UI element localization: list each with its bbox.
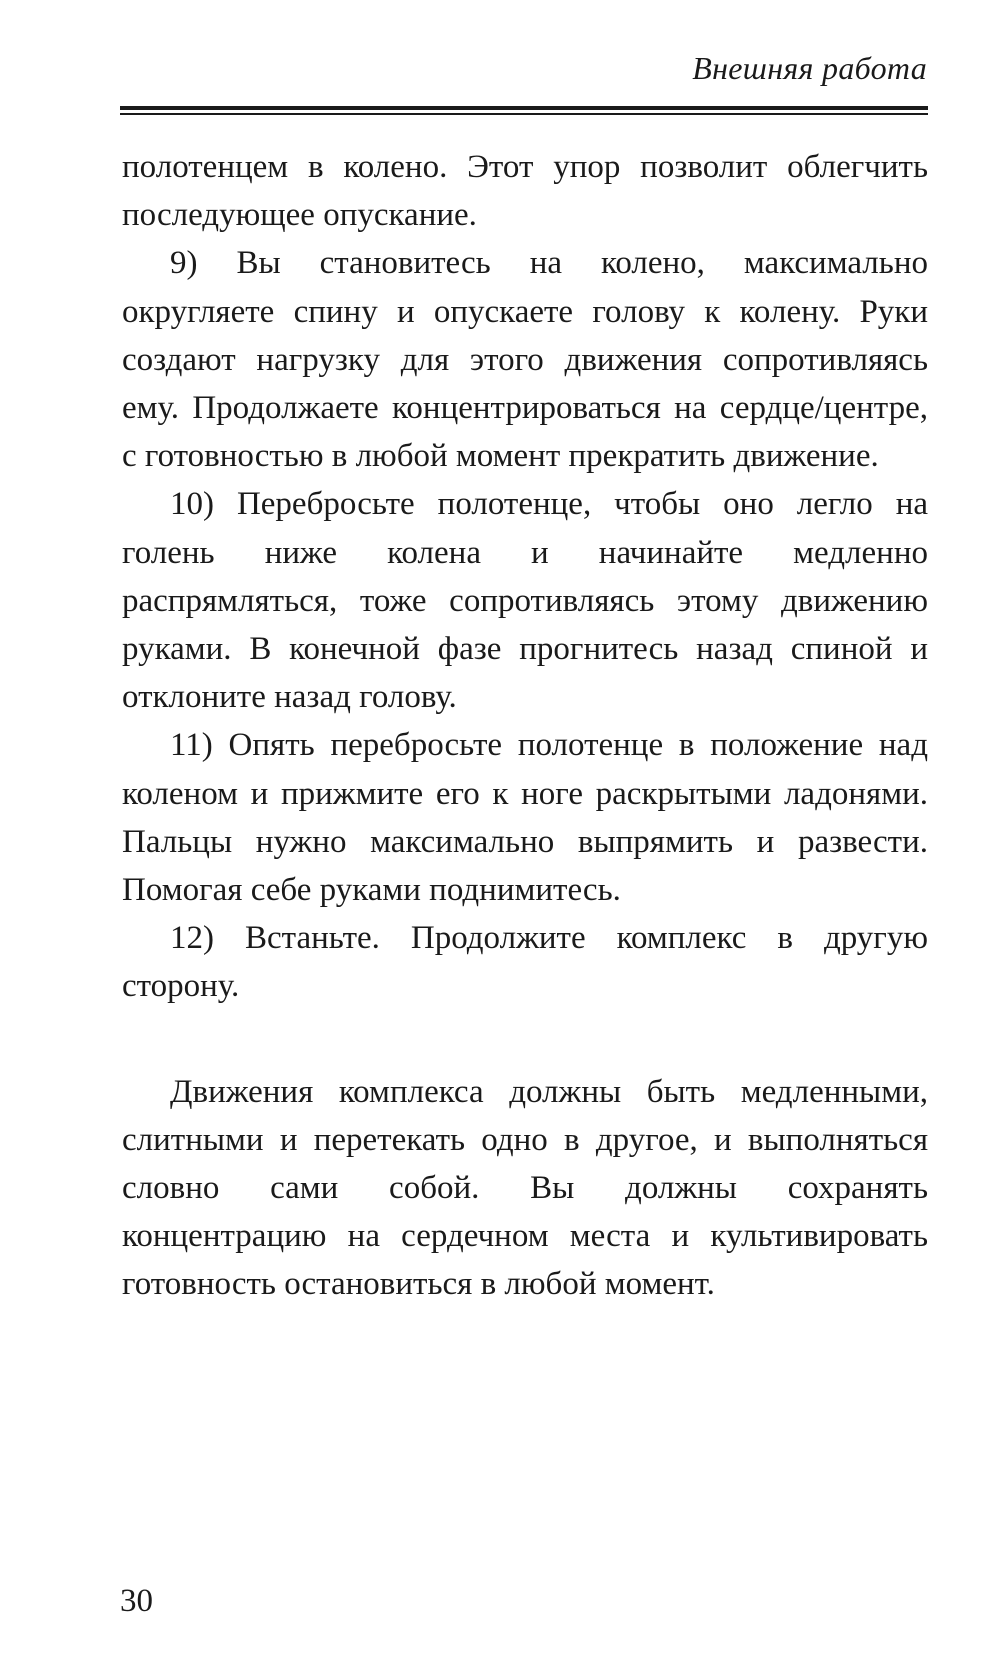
paragraph-summary: Движения комплекса должны быть медленными, слитными и перетекать одно в другое, и выполняться словно сами собой. Вы должны сохранять концентрацию на сердечном места и культивировать готовность остановиться в любой момент. [122, 1073, 928, 1303]
page-number: 30 [120, 1583, 153, 1619]
header-rule-thin [120, 113, 928, 115]
paragraph-continuation: полотенцем в колено. Этот упор позволит облегчить последующее опускание. [122, 149, 928, 234]
header-rule-thick [120, 106, 928, 110]
paragraph-step-11: 11) Опять перебросьте полотенце в положение над коленом и прижмите его к ноге раскрытыми ладонями. Пальцы нужно максимально выпрямить и развести. Помогая себе руками поднимитесь. [122, 727, 928, 909]
paragraph-step-12: 12) Встаньте. Продолжите комплекс в другую сторону. [122, 920, 928, 1005]
paragraph-step-10: 10) Перебросьте полотенце, чтобы оно легло на голень ниже колена и начинайте медленно распрямляться, тоже сопротивляясь этому движению руками. В конечной фазе прогнитесь назад спиной и отклоните назад голову. [122, 486, 928, 716]
paragraph-step-9: 9) Вы становитесь на колено, максимально округляете спину и опускаете голову к колену. Руки создают нагрузку для этого движения сопротивляясь ему. Продолжаете концентрироваться на сердце/центре, с готовностью в любой момент прекратить движение. [122, 245, 928, 475]
running-head: Внешняя работа [692, 50, 927, 86]
paragraph-gap [122, 1011, 928, 1068]
body-text [122, 143, 928, 1309]
